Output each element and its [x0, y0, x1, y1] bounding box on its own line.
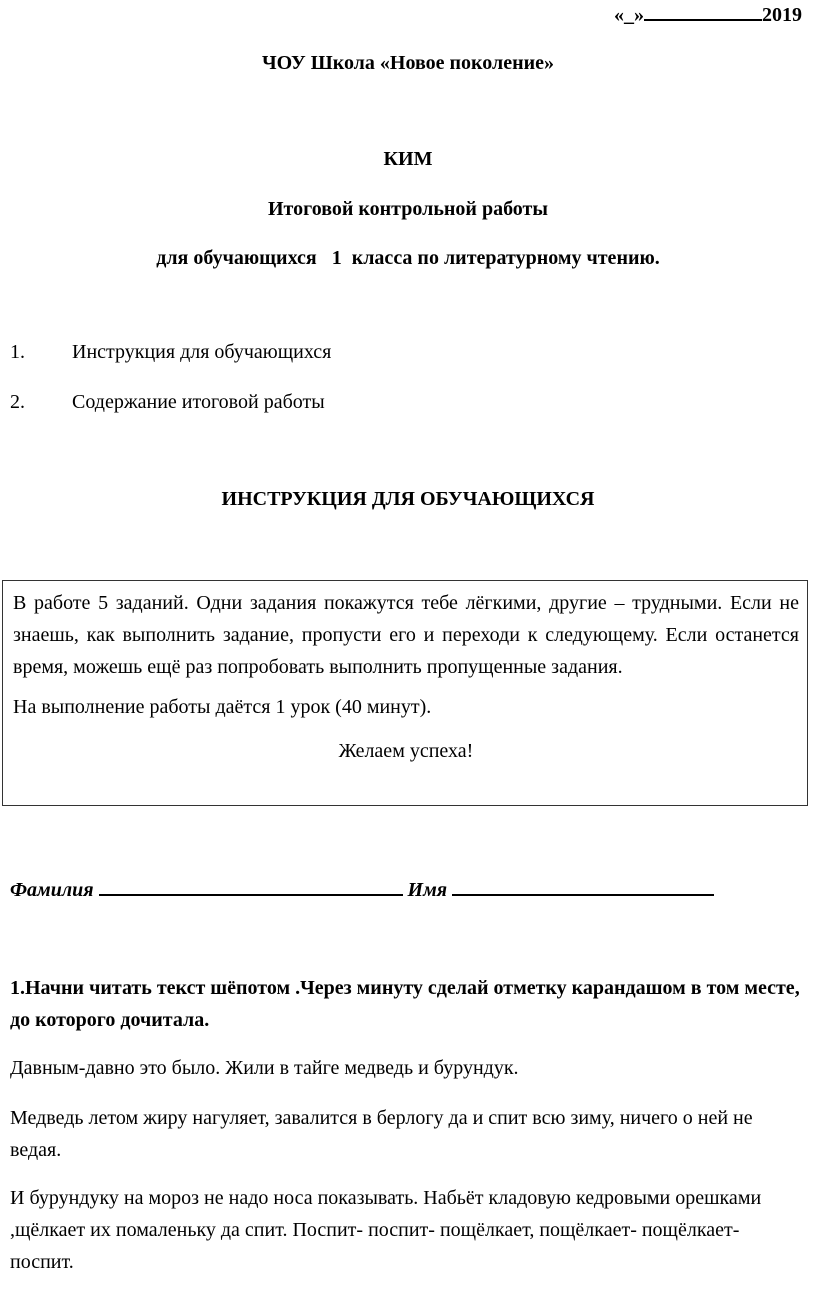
name-field[interactable] [452, 878, 714, 896]
date-line [614, 4, 802, 27]
contents-item-2 [10, 391, 325, 414]
instruction-box [2, 580, 808, 806]
reading-paragraph-1: Давным-давно это было. Жили в тайге медведь и бурундук. [10, 1057, 519, 1079]
surname-field[interactable] [99, 878, 403, 896]
date-blank [644, 5, 762, 21]
reading-paragraph-2: Медведь летом жиру нагуляет, завалится в берлогу да и спит всю зиму, ничего о ней не ведая. [10, 1107, 753, 1161]
instruction-heading: ИНСТРУКЦИЯ ДЛЯ ОБУЧАЮЩИХСЯ [221, 488, 595, 510]
contents-item-number: 2. [10, 391, 25, 413]
title-line-2: для обучающихся 1 класса по литературному чтению. [156, 247, 660, 269]
reading-paragraph-3: И бурундуку на мороз не надо носа показывать. Набьёт кладовую кедровыми орешками ,щёлкает их помаленьку да спит. Поспит- поспит- пощёлкает, пощёлкает- пощёлкает- поспит. [10, 1187, 762, 1273]
contents-item-label: Инструкция для обучающихся [72, 341, 332, 363]
task-1-prompt: 1.Начни читать текст шёпотом .Через минуту сделай отметку карандашом в том месте, до которого дочитала. [10, 977, 800, 1031]
student-name-form [10, 878, 714, 902]
instruction-paragraph-1: В работе 5 заданий. Одни задания покажутся тебе лёгкими, другие – трудными. Если не знаешь, как выполнить задание, пропусти его и переходи к следующему. Если останется время, можешь ещё раз попробовать выполнить пропущенные задания. [13, 592, 799, 678]
school-name: ЧОУ Школа «Новое поколение» [261, 52, 555, 74]
date-day-month: «_» [614, 4, 644, 26]
name-label: Имя [407, 879, 448, 901]
kim-heading: КИМ [383, 148, 433, 170]
contents-item-label: Содержание итоговой работы [72, 391, 325, 413]
instruction-paragraph-2: На выполнение работы даётся 1 урок (40 минут). [13, 696, 432, 718]
good-luck-text: Желаем успеха! [338, 740, 474, 762]
surname-label: Фамилия [10, 879, 94, 901]
date-year: 2019 [762, 4, 802, 26]
contents-item-number: 1. [10, 341, 25, 363]
title-line-1: Итоговой контрольной работы [268, 198, 548, 220]
contents-item-1 [10, 341, 331, 364]
